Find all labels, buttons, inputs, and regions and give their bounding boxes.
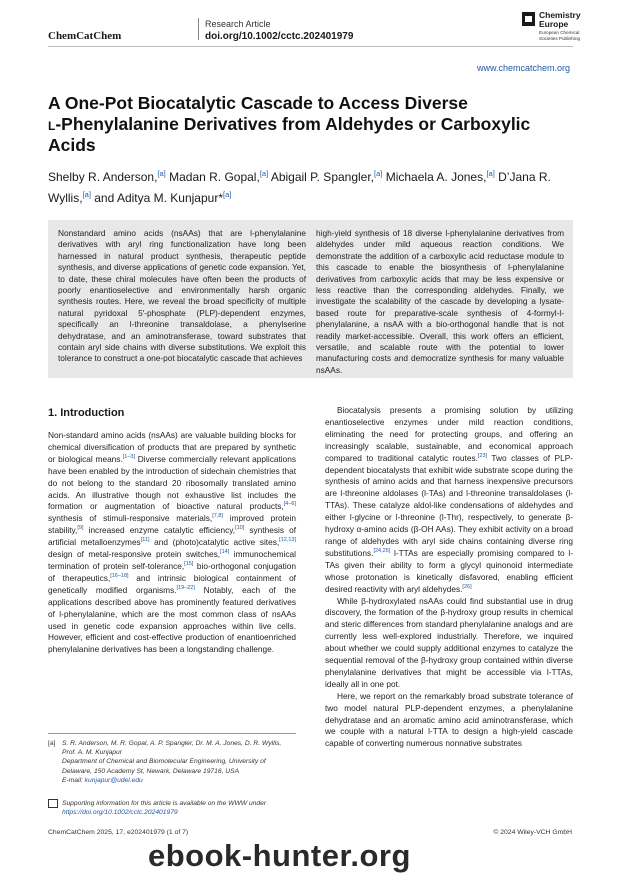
reference-citation[interactable]: [10] <box>235 525 245 532</box>
author-affiliation-mark[interactable]: [a] <box>157 169 166 178</box>
author-affiliation-mark[interactable]: [a] <box>374 169 383 178</box>
logo-sub2: Societies Publishing <box>539 35 581 41</box>
reference-citation[interactable]: [14] <box>220 549 230 556</box>
logo-sub1: European Chemical <box>539 30 580 35</box>
footer-citation: ChemCatChem 2025, 17, e202401979 (1 of 7) <box>48 829 189 836</box>
article-title <box>48 93 573 156</box>
title-line2: -Phenylalanine Derivatives from Aldehydes or Carboxylic <box>55 114 531 134</box>
author-name: D’Jana R. Wyllis, <box>48 170 551 205</box>
reference-citation[interactable]: [12,13] <box>279 537 296 544</box>
header-separator <box>198 18 199 40</box>
author-name: Shelby R. Anderson, <box>48 170 158 184</box>
author-name: Madan R. Gopal, <box>169 170 260 184</box>
affiliation-footnote <box>48 739 296 785</box>
footer-copyright: © 2024 Wiley-VCH GmbH <box>493 829 572 836</box>
supporting-info-note <box>48 799 296 817</box>
reference-citation[interactable]: [16–18] <box>110 573 129 580</box>
reference-citation[interactable]: [24,25] <box>373 548 391 555</box>
supporting-info-icon <box>48 799 58 808</box>
author-affiliation-mark[interactable]: [a] <box>259 169 269 178</box>
footnote-email-label: E-mail: <box>62 776 85 784</box>
footnote-mark: [a] <box>48 740 56 747</box>
intro-paragraph-4: Here, we report on the remarkably broad substrate tolerance of two model natural PLP-dependent enzymes, a phenylalanine dehydratase and an aromatic amino acid aminotransferase, which we couple with a natural l-TTA to design a high-yield cascade capable of converting numerous nonnative substrates <box>325 690 573 749</box>
title-line1: A One-Pot Biocatalytic Cascade to Access Diverse <box>48 93 468 113</box>
reference-citation[interactable]: [11] <box>140 537 150 544</box>
body-left-column <box>48 430 296 656</box>
supporting-info-text: Supporting information for this article is available on the WWW under <box>62 800 267 807</box>
footnote-authors: S. R. Anderson, M. R. Gopal, A. P. Spangler, Dr. M. A. Jones, D. R. Wyllis, Prof. A. M. Kunjapur <box>62 740 282 757</box>
intro-paragraph-2: Biocatalysis presents a promising solution by utilizing enantioselective enzymes under mild reaction conditions, eliminating the need for protecting groups, and offering an increasingly scalable, sustainable, and economical approach compared to traditional catalytic routes.[23] Two classes of PLP-dependent biocatalysts that exhibit wide substrate scope during the synthesis of amino acids and that harness inexpensive precursors are l-threonine aldolases (l-TAs) and l-threonine transaldolases (l-TTAs). These catalyze aldol-like condensations of aldehydes and either l-glycine or l-threonine (l-Thr), respectively, to generate β-hydroxy α-amino acids (β-OH AAs). They exhibit activity on a broad range of aldehydes with aryl side chains containing diverse ring substitutions.[24,25] l-TTAs are especially promising compared to l-TAs given their ability to form a glycyl quinonoid intermediate whose protonation is kinetically disfavored, enabling efficient desired reactivity with aryl aldehydes.[26] <box>325 405 573 594</box>
abstract-right-column: high-yield synthesis of 18 diverse l-phenylalanine derivatives from aldehydes under mild aqueous reaction conditions. We demonstrate the addition of a carboxylic acid reductase module to this cascade to enable the biosynthesis of l-phenylalanine derivatives from carboxylic acids that may be less expensive or less reactive than the corresponding aldehydes. Finally, we investigate the scalability of the cascade by developing a lysate-based route for preparative-scale synthesis of 4-formyl-l-phenylalanine, a nsAA with a bio-orthogonal handle that is not readily market-accessible. Overall, this work offers an efficient, versatile, and scalable route with the potential to lower manufacturing costs and democratize synthesis for many valuable nsAAs. <box>316 228 564 375</box>
reference-citation[interactable]: [4–6] <box>283 501 296 508</box>
body-right-column <box>325 405 573 750</box>
journal-website-link[interactable]: www.chemcatchem.org <box>476 63 570 73</box>
header-divider <box>48 46 573 47</box>
article-type: Research Article <box>205 19 271 29</box>
author-name: Michaela A. Jones, <box>385 170 487 184</box>
reference-citation[interactable]: [7,8] <box>212 513 223 520</box>
reference-citation[interactable]: [19–22] <box>176 585 195 592</box>
author-name: and Aditya M. Kunjapur* <box>94 191 223 205</box>
logo-line1: Chemistry <box>539 10 581 20</box>
author-email-link[interactable]: kunjapur@udel.edu <box>84 776 143 784</box>
chemistry-europe-logo <box>522 10 592 46</box>
logo-line2: Europe <box>539 19 569 29</box>
watermark-text: ebook-hunter.org <box>148 838 411 873</box>
reference-citation[interactable]: [26] <box>462 583 472 590</box>
author-affiliation-mark[interactable]: [a] <box>82 190 91 199</box>
reference-citation[interactable]: [9] <box>77 525 84 532</box>
author-affiliation-mark[interactable]: [a] <box>223 190 232 199</box>
title-line3: Acids <box>48 135 96 155</box>
author-list <box>48 165 573 207</box>
reference-citation[interactable]: [23] <box>477 452 488 459</box>
reference-citation[interactable]: [1–3] <box>122 454 135 461</box>
footnote-divider <box>48 733 296 734</box>
footnote-affiliation: Department of Chemical and Biomolecular Engineering, University of Delaware, 150 Academy St, Newark, Delaware 19716, USA <box>62 758 266 775</box>
author-affiliation-mark[interactable]: [a] <box>486 169 495 178</box>
intro-paragraph-1: Non-standard amino acids (nsAAs) are valuable building blocks for chemical diversification of products that are prepared by synthetic or biological means.[1–3] Diverse commercially relevant applications have been enabled by the introduction of sidechain chemistries that do not belong to the standard 20 ribosomally translated amino acids. An illustrative though not exhaustive list includes the formation or augmentation of bioactive natural products,[4–6] synthesis of stimuli-responsive materials,[7,8] improved protein stability,[9] increased enzyme catalytic efficiency,[10] synthesis of artificial metalloenzymes[11] and (photo)catalytic active sites,[12,13] design of metal-responsive protein switches,[14] immunochemical termination of protein self-tolerance,[15] bio-orthogonal conjugation of therapeutics,[16–18] and intrinsic biological containment of genetically modified organisms.[19–22] Notably, each of the applications described above has prominently featured derivatives of l-phenylalanine, which are the most common class of nsAAs used in genetic code expansion approaches within live cells. However, efficient and cost-effective production of enantioenriched phenylalanine derivatives has been a longstanding challenge. <box>48 430 297 655</box>
author-name: Abigail P. Spangler, <box>270 170 375 184</box>
section-heading-introduction: 1. Introduction <box>48 407 125 419</box>
intro-paragraph-3: While β-hydroxylated nsAAs could find substantial use in drug discovery, the formation of the β-hydroxy group results in chemical and steric differences from standard phenylalanine analogs and are currently less well-explored industrially. Therefore, we inquired about whether we could supply additional enzymes to catalyze the sequential removal of the β-hydroxy group contained within diverse phenylalanine derivatives that might be accessible via l-TTAs, ideally all in one pot. <box>325 595 573 689</box>
journal-name: ChemCatChem <box>48 30 122 42</box>
supporting-info-link[interactable]: https://doi.org/10.1002/cctc.202401979 <box>62 809 178 817</box>
article-doi-link[interactable]: doi.org/10.1002/cctc.202401979 <box>205 31 354 42</box>
logo-mark-icon <box>522 12 535 26</box>
reference-citation[interactable]: [15] <box>184 561 194 568</box>
title-l-prefix: l <box>48 114 56 134</box>
abstract-left-column: Nonstandard amino acids (nsAAs) that are l-phenylalanine derivatives with aryl ring functionalization have long been harnessed in natural product synthesis, therapeutic peptide synthesis, and diverse applications of genetic code expansion. Yet, to date, these chiral molecules have often been the products of poorly enantioselective and environmentally harsh organic synthesis routes. Here, we reveal the broad specificity of multiple natural pyridoxal 5′-phosphate (PLP)-dependent enzymes, specifically an l-threonine transaldolase, a phenylserine dehydratase, and an aminotransferase, toward substrates that contain aryl side chains with diverse substitutions. We exploit this tolerance to construct a one-pot biocatalytic cascade that achieves <box>58 228 306 364</box>
abstract-box <box>48 220 573 378</box>
